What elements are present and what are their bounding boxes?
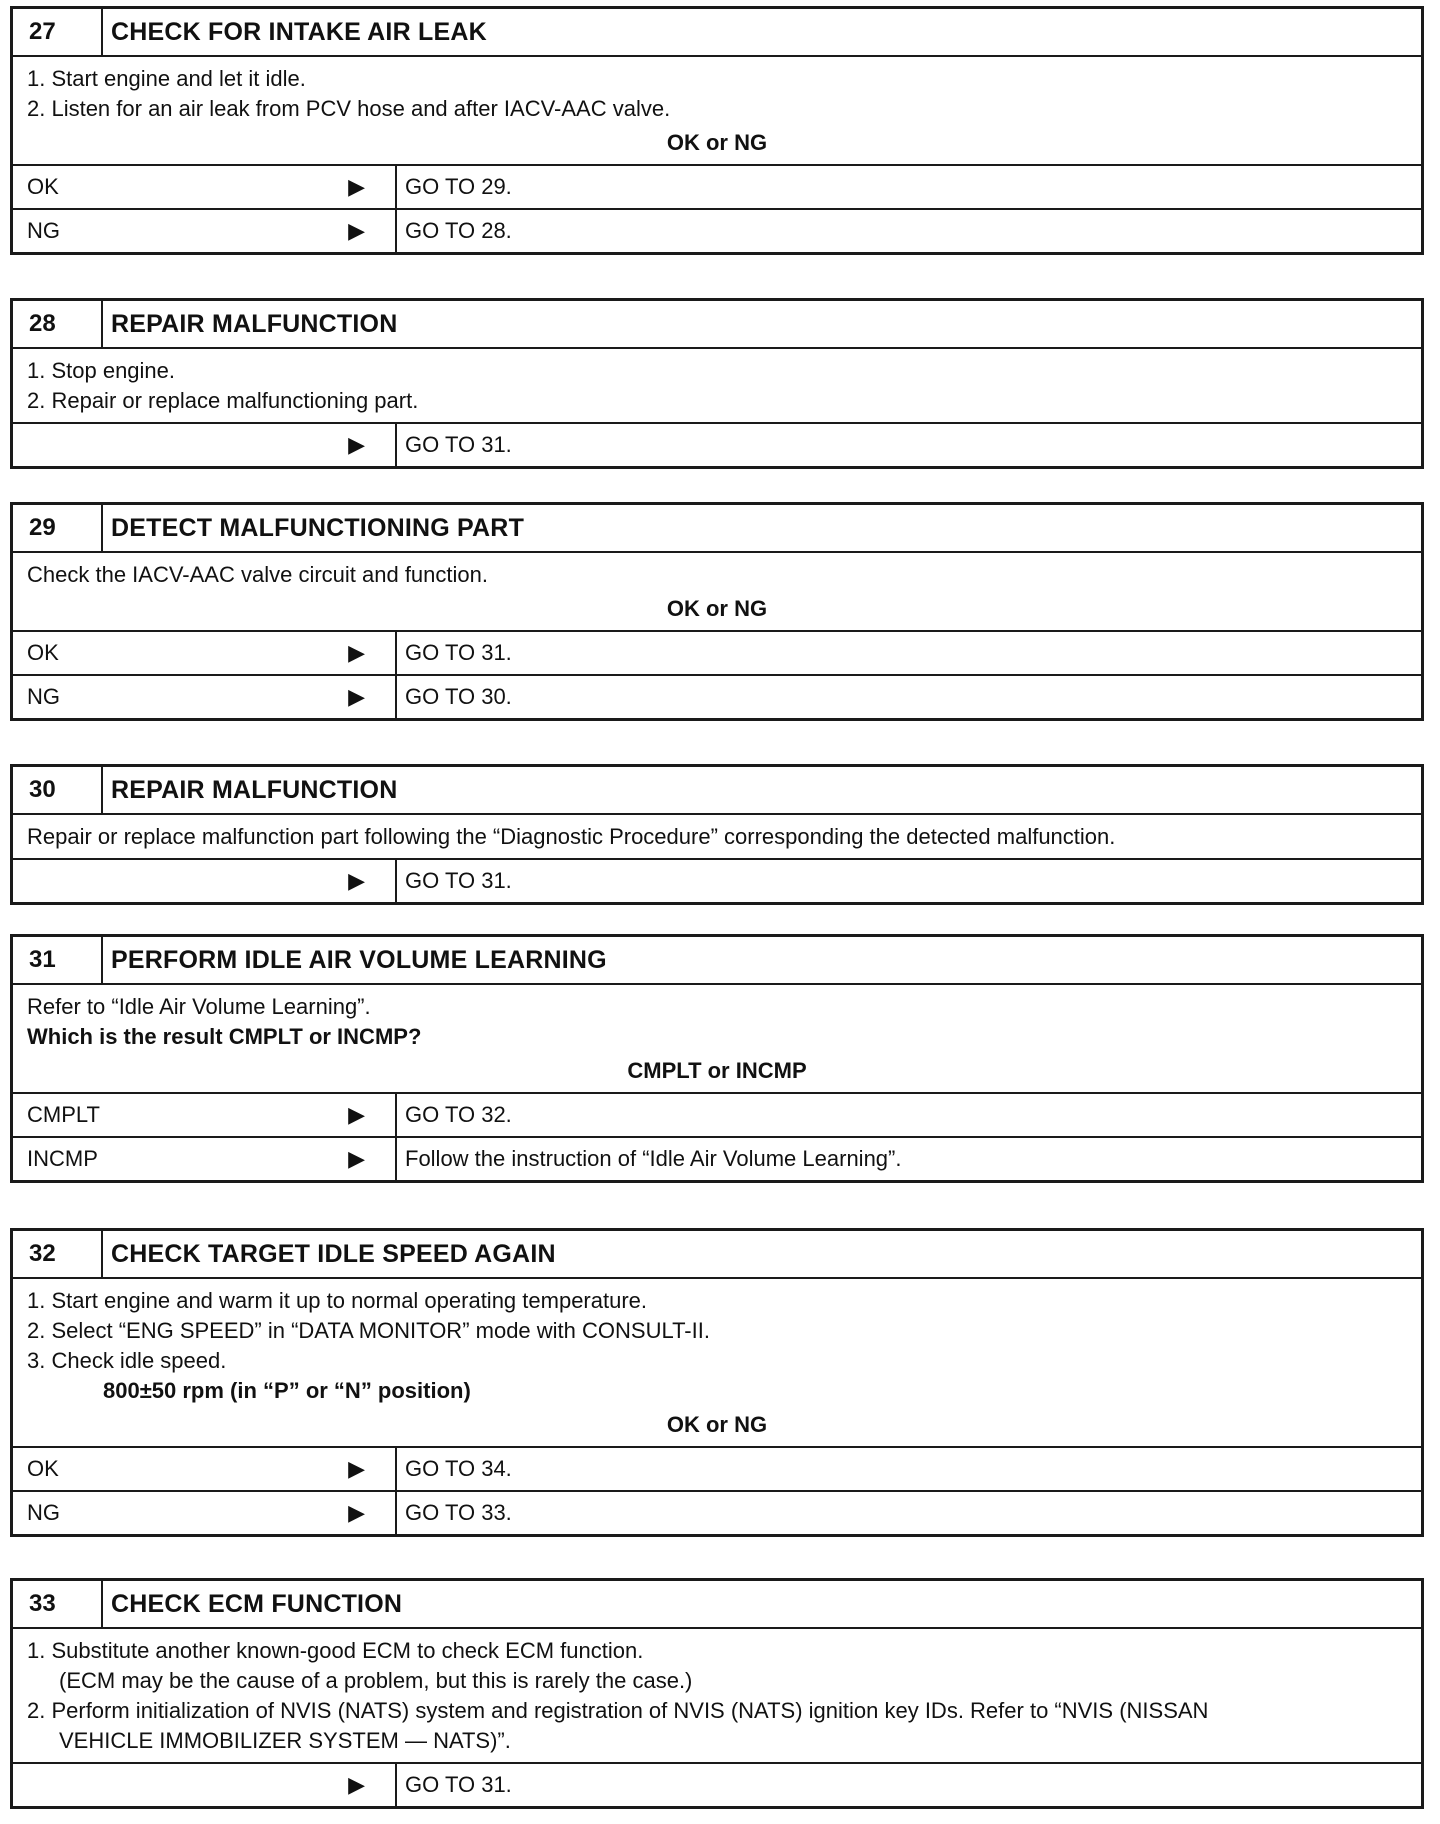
- spec-value: 800±50 rpm (in “P” or “N” position): [103, 1378, 471, 1403]
- result-row: [13, 1490, 1421, 1534]
- step-title: REPAIR MALFUNCTION: [111, 775, 398, 804]
- step-30: [10, 764, 1424, 905]
- result-label: CMPLT: [27, 1102, 100, 1127]
- step-header: [13, 937, 1421, 983]
- instruction-line: 1. Stop engine.: [27, 358, 176, 383]
- step-28: [10, 298, 1424, 469]
- result-action: GO TO 30.: [405, 684, 512, 709]
- arrow-right-icon: ▶: [348, 868, 365, 893]
- result-action: GO TO 34.: [405, 1456, 512, 1481]
- result-label: NG: [27, 218, 60, 243]
- result-header: CMPLT or INCMP: [627, 1058, 807, 1083]
- arrow-right-icon: ▶: [348, 432, 365, 457]
- result-action: GO TO 32.: [405, 1102, 512, 1127]
- arrow-right-icon: ▶: [348, 1102, 365, 1127]
- step-instructions: [13, 1277, 1421, 1446]
- instruction-line: 1. Start engine and let it idle.: [27, 66, 306, 91]
- step-33: [10, 1578, 1424, 1809]
- result-label: NG: [27, 684, 60, 709]
- step-instructions: [13, 551, 1421, 630]
- step-instructions: [13, 813, 1421, 858]
- result-row: [13, 422, 1421, 466]
- step-29: [10, 502, 1424, 721]
- arrow-right-icon: ▶: [348, 1772, 365, 1797]
- instruction-line: 2. Perform initialization of NVIS (NATS) system and registration of NVIS (NATS) ignition key IDs. Refer to “NVIS (NISSAN: [27, 1698, 1209, 1723]
- result-row: [13, 858, 1421, 902]
- result-header: OK or NG: [666, 596, 768, 621]
- instruction-line: 1. Substitute another known-good ECM to check ECM function.: [27, 1638, 644, 1663]
- step-header: [13, 767, 1421, 813]
- step-title: CHECK ECM FUNCTION: [111, 1589, 403, 1618]
- arrow-right-icon: ▶: [348, 1456, 365, 1481]
- step-instructions: [13, 983, 1421, 1092]
- instruction-line: 1. Start engine and warm it up to normal operating temperature.: [27, 1288, 648, 1313]
- step-number: 28: [13, 301, 103, 347]
- result-row: [13, 674, 1421, 718]
- result-action: GO TO 33.: [405, 1500, 512, 1525]
- result-label: NG: [27, 1500, 60, 1525]
- step-header: [13, 9, 1421, 55]
- result-row: [13, 630, 1421, 674]
- instruction-line: VEHICLE IMMOBILIZER SYSTEM — NATS)”.: [59, 1728, 511, 1753]
- arrow-right-icon: ▶: [348, 1500, 365, 1525]
- step-31: [10, 934, 1424, 1183]
- result-action: GO TO 31.: [405, 432, 512, 457]
- step-32: [10, 1228, 1424, 1537]
- step-header: [13, 505, 1421, 551]
- result-row: [13, 1446, 1421, 1490]
- result-action: GO TO 31.: [405, 1772, 512, 1797]
- result-row: [13, 164, 1421, 208]
- instruction-line: Repair or replace malfunction part following the “Diagnostic Procedure” corresponding the detected malfunction.: [27, 824, 1116, 849]
- step-instructions: [13, 1627, 1421, 1762]
- step-instructions: [13, 347, 1421, 422]
- arrow-right-icon: ▶: [348, 640, 365, 665]
- result-action: Follow the instruction of “Idle Air Volume Learning”.: [405, 1146, 902, 1171]
- instruction-line: (ECM may be the cause of a problem, but this is rarely the case.): [59, 1668, 693, 1693]
- step-header: [13, 1581, 1421, 1627]
- step-number: 30: [13, 767, 103, 813]
- step-number: 27: [13, 9, 103, 55]
- step-title: CHECK TARGET IDLE SPEED AGAIN: [111, 1239, 556, 1268]
- step-27: [10, 6, 1424, 255]
- question-line: Which is the result CMPLT or INCMP?: [27, 1024, 422, 1049]
- arrow-right-icon: ▶: [348, 218, 365, 243]
- result-action: GO TO 29.: [405, 174, 512, 199]
- result-row: [13, 1092, 1421, 1136]
- result-header: OK or NG: [666, 1412, 768, 1437]
- arrow-right-icon: ▶: [348, 684, 365, 709]
- step-number: 32: [13, 1231, 103, 1277]
- step-title: PERFORM IDLE AIR VOLUME LEARNING: [111, 945, 607, 974]
- result-row: [13, 1136, 1421, 1180]
- result-label: OK: [27, 640, 59, 665]
- result-action: GO TO 31.: [405, 868, 512, 893]
- result-row: [13, 1762, 1421, 1806]
- result-label: OK: [27, 1456, 59, 1481]
- instruction-line: 3. Check idle speed.: [27, 1348, 227, 1373]
- result-label: INCMP: [27, 1146, 98, 1171]
- step-number: 33: [13, 1581, 103, 1627]
- result-label: OK: [27, 174, 59, 199]
- step-number: 31: [13, 937, 103, 983]
- result-row: [13, 208, 1421, 252]
- step-header: [13, 1231, 1421, 1277]
- step-header: [13, 301, 1421, 347]
- instruction-line: Check the IACV-AAC valve circuit and function.: [27, 562, 488, 587]
- instruction-line: 2. Repair or replace malfunctioning part.: [27, 388, 419, 413]
- instruction-line: 2. Listen for an air leak from PCV hose and after IACV-AAC valve.: [27, 96, 671, 121]
- arrow-right-icon: ▶: [348, 1146, 365, 1171]
- result-action: GO TO 31.: [405, 640, 512, 665]
- instruction-line: Refer to “Idle Air Volume Learning”.: [27, 994, 371, 1019]
- step-title: CHECK FOR INTAKE AIR LEAK: [111, 17, 487, 46]
- instruction-line: 2. Select “ENG SPEED” in “DATA MONITOR” mode with CONSULT-II.: [27, 1318, 710, 1343]
- step-number: 29: [13, 505, 103, 551]
- result-header: OK or NG: [666, 130, 768, 155]
- step-title: REPAIR MALFUNCTION: [111, 309, 398, 338]
- arrow-right-icon: ▶: [348, 174, 365, 199]
- step-title: DETECT MALFUNCTIONING PART: [111, 513, 525, 542]
- step-instructions: [13, 55, 1421, 164]
- result-action: GO TO 28.: [405, 218, 512, 243]
